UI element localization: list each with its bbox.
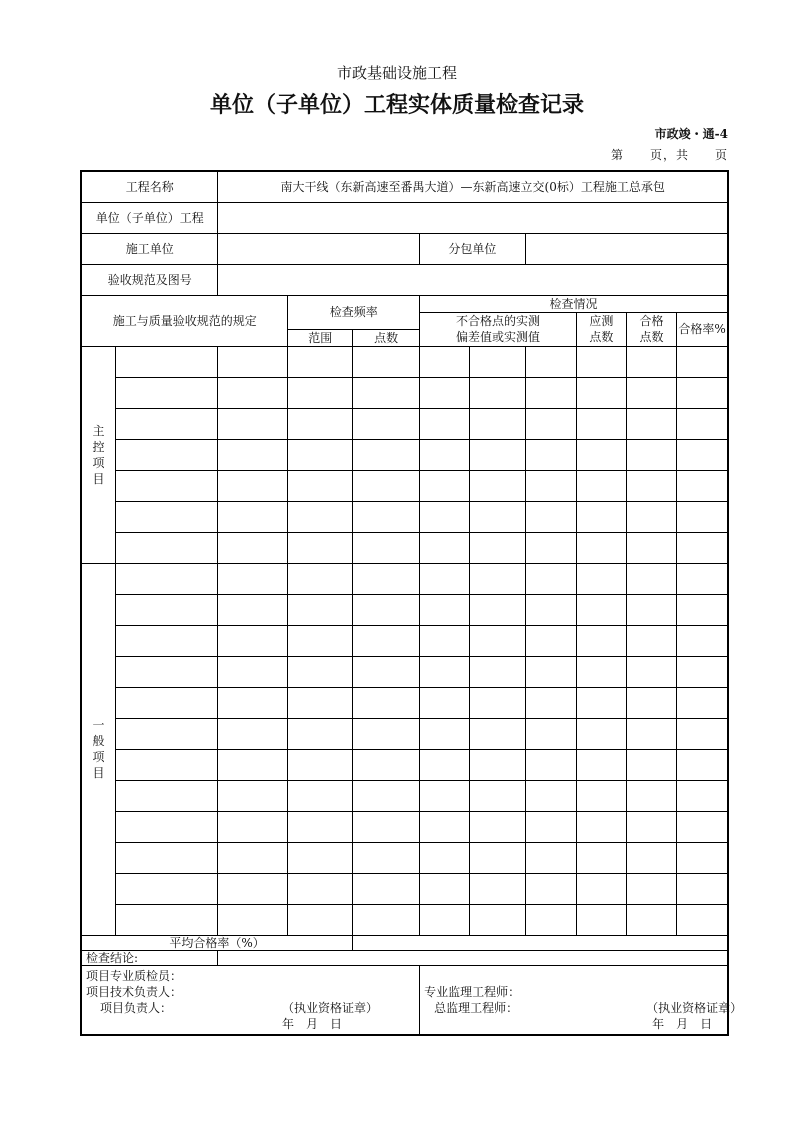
table-cell[interactable] bbox=[218, 625, 288, 656]
table-cell[interactable] bbox=[288, 594, 353, 625]
table-cell[interactable] bbox=[626, 842, 676, 873]
table-cell[interactable] bbox=[525, 408, 576, 439]
table-cell[interactable] bbox=[576, 749, 626, 780]
table-cell[interactable] bbox=[115, 749, 217, 780]
table-cell[interactable] bbox=[525, 377, 576, 408]
deviation-header-line1: 不合格点的实测 bbox=[420, 312, 577, 329]
table-cell[interactable] bbox=[218, 439, 288, 470]
table-cell[interactable] bbox=[420, 873, 470, 904]
table-cell[interactable] bbox=[626, 749, 676, 780]
table-cell[interactable] bbox=[525, 718, 576, 749]
general-items-label bbox=[81, 563, 115, 935]
spec-requirement-header: 施工与质量验收规范的规定 bbox=[81, 295, 288, 346]
project-manager-label: 项目负责人： bbox=[100, 1000, 173, 1015]
table-cell[interactable] bbox=[626, 563, 676, 594]
table-cell[interactable] bbox=[420, 718, 470, 749]
main-items-label bbox=[81, 346, 115, 563]
form-title: 单位（子单位）工程实体质量检查记录 bbox=[209, 93, 584, 118]
table-cell[interactable] bbox=[677, 718, 728, 749]
table-cell[interactable] bbox=[115, 873, 217, 904]
table-cell[interactable] bbox=[353, 346, 420, 377]
table-cell[interactable] bbox=[626, 501, 676, 532]
table-row bbox=[81, 811, 728, 842]
table-cell[interactable] bbox=[525, 346, 576, 377]
table-cell[interactable] bbox=[576, 656, 626, 687]
seal-right-label: （执业资格证章） bbox=[646, 1000, 743, 1015]
table-cell[interactable] bbox=[420, 842, 470, 873]
subcontractor-value[interactable] bbox=[525, 233, 728, 264]
table-cell[interactable] bbox=[218, 749, 288, 780]
table-cell[interactable] bbox=[576, 532, 626, 563]
table-cell[interactable] bbox=[677, 377, 728, 408]
table-cell[interactable] bbox=[525, 656, 576, 687]
table-cell[interactable] bbox=[115, 408, 217, 439]
table-cell[interactable] bbox=[288, 377, 353, 408]
table-cell[interactable] bbox=[353, 687, 420, 718]
table-cell[interactable] bbox=[576, 780, 626, 811]
spec-label: 验收规范及图号 bbox=[81, 264, 218, 295]
table-cell[interactable] bbox=[288, 501, 353, 532]
table-cell[interactable] bbox=[288, 532, 353, 563]
table-cell[interactable] bbox=[218, 873, 288, 904]
table-cell[interactable] bbox=[626, 346, 676, 377]
table-row bbox=[81, 780, 728, 811]
table-cell[interactable] bbox=[353, 377, 420, 408]
table-cell[interactable] bbox=[626, 718, 676, 749]
table-cell[interactable] bbox=[525, 563, 576, 594]
quality-inspector-label: 项目专业质检员： bbox=[86, 968, 183, 983]
table-cell[interactable] bbox=[525, 625, 576, 656]
table-cell[interactable] bbox=[288, 439, 353, 470]
table-cell[interactable] bbox=[353, 842, 420, 873]
table-cell[interactable] bbox=[576, 842, 626, 873]
table-row bbox=[81, 532, 728, 563]
table-cell[interactable] bbox=[470, 439, 525, 470]
table-row bbox=[81, 904, 728, 935]
table-cell[interactable] bbox=[470, 346, 525, 377]
table-cell[interactable] bbox=[420, 749, 470, 780]
table-row bbox=[81, 842, 728, 873]
table-cell[interactable] bbox=[353, 656, 420, 687]
table-cell[interactable] bbox=[677, 532, 728, 563]
table-cell[interactable] bbox=[115, 625, 217, 656]
table-cell[interactable] bbox=[626, 811, 676, 842]
project-name-value[interactable]: 南大干线（东新高速至番禺大道）—东新高速立交(0标）工程施工总承包 bbox=[218, 171, 728, 202]
table-cell[interactable] bbox=[677, 811, 728, 842]
table-cell[interactable] bbox=[353, 532, 420, 563]
check-frequency-header: 检查频率 bbox=[288, 295, 420, 329]
deviation-header-line2: 偏差值或实测值 bbox=[420, 329, 577, 346]
table-cell[interactable] bbox=[470, 842, 525, 873]
table-cell[interactable] bbox=[525, 780, 576, 811]
table-cell[interactable] bbox=[353, 811, 420, 842]
table-cell[interactable] bbox=[470, 904, 525, 935]
general-items-label-text: 一般项目 bbox=[92, 718, 105, 780]
table-cell[interactable] bbox=[677, 842, 728, 873]
table-cell[interactable] bbox=[677, 656, 728, 687]
table-cell[interactable] bbox=[525, 842, 576, 873]
table-row bbox=[81, 718, 728, 749]
table-cell[interactable] bbox=[576, 346, 626, 377]
table-cell[interactable] bbox=[420, 594, 470, 625]
table-cell[interactable] bbox=[353, 470, 420, 501]
conclusion-label: 检查结论: bbox=[81, 950, 218, 965]
table-cell[interactable] bbox=[677, 439, 728, 470]
contractor-label: 施工单位 bbox=[81, 233, 218, 264]
table-cell[interactable] bbox=[288, 625, 353, 656]
table-cell[interactable] bbox=[115, 811, 217, 842]
points-header: 点数 bbox=[353, 329, 420, 346]
table-cell[interactable] bbox=[218, 904, 288, 935]
table-cell[interactable] bbox=[420, 532, 470, 563]
table-cell[interactable] bbox=[288, 873, 353, 904]
pass-rate-header: 合格率% bbox=[677, 312, 728, 346]
table-cell[interactable] bbox=[626, 873, 676, 904]
table-cell[interactable] bbox=[626, 594, 676, 625]
measured-points-header-line2: 点数 bbox=[576, 329, 626, 346]
table-cell[interactable] bbox=[677, 346, 728, 377]
table-cell[interactable] bbox=[470, 377, 525, 408]
table-cell[interactable] bbox=[115, 780, 217, 811]
table-cell[interactable] bbox=[576, 439, 626, 470]
table-cell[interactable] bbox=[677, 501, 728, 532]
table-cell[interactable] bbox=[626, 625, 676, 656]
main-items-section bbox=[81, 346, 728, 563]
table-cell[interactable] bbox=[420, 439, 470, 470]
table-cell[interactable] bbox=[218, 811, 288, 842]
table-cell[interactable] bbox=[288, 811, 353, 842]
table-cell[interactable] bbox=[470, 470, 525, 501]
table-cell[interactable] bbox=[420, 811, 470, 842]
table-row bbox=[81, 408, 728, 439]
table-cell[interactable] bbox=[115, 656, 217, 687]
table-row bbox=[81, 470, 728, 501]
table-cell[interactable] bbox=[470, 532, 525, 563]
form-code: 市政竣・通-4 bbox=[654, 127, 728, 141]
table-cell[interactable] bbox=[470, 811, 525, 842]
table-cell[interactable] bbox=[218, 408, 288, 439]
table-cell[interactable] bbox=[288, 718, 353, 749]
average-rate-label: 平均合格率（%） bbox=[81, 935, 353, 950]
table-cell[interactable] bbox=[420, 346, 470, 377]
table-cell[interactable] bbox=[115, 377, 217, 408]
table-row bbox=[81, 377, 728, 408]
table-cell[interactable] bbox=[677, 749, 728, 780]
table-cell[interactable] bbox=[470, 408, 525, 439]
table-cell[interactable] bbox=[525, 873, 576, 904]
table-cell[interactable] bbox=[288, 842, 353, 873]
contractor-value[interactable] bbox=[218, 233, 420, 264]
table-row bbox=[81, 625, 728, 656]
subcontractor-label: 分包单位 bbox=[420, 233, 526, 264]
tech-lead-label: 项目技术负责人： bbox=[86, 984, 183, 999]
table-row bbox=[81, 656, 728, 687]
conclusion-value[interactable] bbox=[218, 950, 728, 965]
table-cell[interactable] bbox=[626, 780, 676, 811]
unit-project-label: 单位（子单位）工程 bbox=[81, 202, 218, 233]
table-cell[interactable] bbox=[576, 718, 626, 749]
spec-value[interactable] bbox=[218, 264, 728, 295]
table-cell[interactable] bbox=[288, 470, 353, 501]
seal-left-label: （执业资格证章） bbox=[282, 1000, 379, 1015]
table-row bbox=[81, 346, 728, 377]
table-row bbox=[81, 439, 728, 470]
table-cell[interactable] bbox=[420, 904, 470, 935]
table-cell[interactable] bbox=[115, 718, 217, 749]
table-cell[interactable] bbox=[353, 501, 420, 532]
chief-supervisor-label: 总监理工程师： bbox=[434, 1000, 519, 1015]
table-cell[interactable] bbox=[420, 656, 470, 687]
table-cell[interactable] bbox=[115, 842, 217, 873]
measured-points-header-line1: 应测 bbox=[576, 312, 626, 329]
table-cell[interactable] bbox=[115, 594, 217, 625]
table-cell[interactable] bbox=[626, 656, 676, 687]
table-cell[interactable] bbox=[115, 687, 217, 718]
table-cell[interactable] bbox=[576, 904, 626, 935]
supervisor-label: 专业监理工程师： bbox=[424, 984, 521, 999]
table-cell[interactable] bbox=[470, 780, 525, 811]
table-cell[interactable] bbox=[677, 594, 728, 625]
table-cell[interactable] bbox=[420, 377, 470, 408]
table-cell[interactable] bbox=[218, 718, 288, 749]
table-cell[interactable] bbox=[576, 501, 626, 532]
table-row bbox=[81, 501, 728, 532]
contractor-signature-block[interactable] bbox=[81, 965, 420, 1035]
table-cell[interactable] bbox=[420, 687, 470, 718]
general-items-section bbox=[81, 563, 728, 935]
table-cell[interactable] bbox=[218, 563, 288, 594]
table-cell[interactable] bbox=[353, 408, 420, 439]
table-cell[interactable] bbox=[288, 346, 353, 377]
table-cell[interactable] bbox=[420, 780, 470, 811]
table-cell[interactable] bbox=[420, 470, 470, 501]
table-cell[interactable] bbox=[218, 687, 288, 718]
table-cell[interactable] bbox=[626, 408, 676, 439]
table-row bbox=[81, 873, 728, 904]
table-cell[interactable] bbox=[576, 594, 626, 625]
table-cell[interactable] bbox=[626, 377, 676, 408]
table-cell[interactable] bbox=[115, 904, 217, 935]
main-items-label-text: 主控项目 bbox=[92, 423, 105, 486]
table-cell[interactable] bbox=[470, 625, 525, 656]
table-cell[interactable] bbox=[470, 594, 525, 625]
inspection-record-table bbox=[80, 170, 743, 1036]
table-cell[interactable] bbox=[576, 408, 626, 439]
table-cell[interactable] bbox=[470, 501, 525, 532]
table-cell[interactable] bbox=[353, 780, 420, 811]
table-cell[interactable] bbox=[576, 873, 626, 904]
table-cell[interactable] bbox=[353, 439, 420, 470]
check-status-header: 检查情况 bbox=[420, 295, 728, 312]
table-cell[interactable] bbox=[525, 687, 576, 718]
table-cell[interactable] bbox=[218, 532, 288, 563]
table-cell[interactable] bbox=[525, 904, 576, 935]
table-cell[interactable] bbox=[576, 563, 626, 594]
table-cell[interactable] bbox=[420, 563, 470, 594]
table-cell[interactable] bbox=[115, 532, 217, 563]
table-cell[interactable] bbox=[288, 904, 353, 935]
table-cell[interactable] bbox=[525, 470, 576, 501]
table-cell[interactable] bbox=[525, 749, 576, 780]
table-cell[interactable] bbox=[218, 346, 288, 377]
table-cell[interactable] bbox=[115, 470, 217, 501]
table-cell[interactable] bbox=[677, 563, 728, 594]
table-cell[interactable] bbox=[677, 780, 728, 811]
project-name-label: 工程名称 bbox=[81, 171, 218, 202]
table-cell[interactable] bbox=[218, 594, 288, 625]
average-rate-value[interactable] bbox=[353, 935, 728, 950]
table-cell[interactable] bbox=[677, 904, 728, 935]
table-cell[interactable] bbox=[353, 749, 420, 780]
table-cell[interactable] bbox=[470, 563, 525, 594]
date-left-label: 年 月 日 bbox=[282, 1016, 343, 1031]
table-cell[interactable] bbox=[677, 470, 728, 501]
table-cell[interactable] bbox=[420, 625, 470, 656]
range-header: 范围 bbox=[288, 329, 353, 346]
table-cell[interactable] bbox=[525, 501, 576, 532]
table-row bbox=[81, 687, 728, 718]
table-cell[interactable] bbox=[626, 439, 676, 470]
table-cell[interactable] bbox=[525, 594, 576, 625]
table-cell[interactable] bbox=[218, 470, 288, 501]
table-cell[interactable] bbox=[115, 563, 217, 594]
table-cell[interactable] bbox=[420, 501, 470, 532]
table-cell[interactable] bbox=[353, 594, 420, 625]
table-cell[interactable] bbox=[525, 811, 576, 842]
table-cell[interactable] bbox=[470, 749, 525, 780]
table-cell[interactable] bbox=[626, 687, 676, 718]
table-cell[interactable] bbox=[288, 563, 353, 594]
table-cell[interactable] bbox=[353, 904, 420, 935]
table-cell[interactable] bbox=[576, 377, 626, 408]
table-cell[interactable] bbox=[288, 687, 353, 718]
table-cell[interactable] bbox=[115, 439, 217, 470]
table-cell[interactable] bbox=[677, 625, 728, 656]
table-row bbox=[81, 563, 728, 594]
table-cell[interactable] bbox=[525, 532, 576, 563]
table-cell[interactable] bbox=[353, 563, 420, 594]
table-cell[interactable] bbox=[470, 656, 525, 687]
table-cell[interactable] bbox=[288, 780, 353, 811]
table-cell[interactable] bbox=[218, 780, 288, 811]
table-cell[interactable] bbox=[576, 470, 626, 501]
table-cell[interactable] bbox=[626, 470, 676, 501]
table-cell[interactable] bbox=[576, 811, 626, 842]
table-row bbox=[81, 594, 728, 625]
table-cell[interactable] bbox=[353, 625, 420, 656]
table-cell[interactable] bbox=[353, 873, 420, 904]
qualified-points-header-line1: 合格 bbox=[626, 312, 676, 329]
table-cell[interactable] bbox=[288, 749, 353, 780]
table-cell[interactable] bbox=[288, 408, 353, 439]
table-cell[interactable] bbox=[353, 718, 420, 749]
table-cell[interactable] bbox=[576, 687, 626, 718]
table-cell[interactable] bbox=[218, 842, 288, 873]
table-row bbox=[81, 749, 728, 780]
table-cell[interactable] bbox=[626, 904, 676, 935]
table-cell[interactable] bbox=[218, 501, 288, 532]
table-cell[interactable] bbox=[470, 873, 525, 904]
form-supertitle: 市政基础设施工程 bbox=[336, 64, 457, 82]
table-cell[interactable] bbox=[576, 625, 626, 656]
supervisor-signature-block[interactable] bbox=[420, 965, 743, 1035]
table-cell[interactable] bbox=[115, 346, 217, 377]
table-cell[interactable] bbox=[677, 873, 728, 904]
table-cell[interactable] bbox=[470, 718, 525, 749]
table-cell[interactable] bbox=[470, 687, 525, 718]
table-cell[interactable] bbox=[218, 377, 288, 408]
page-number-line: 第 页，共 页 bbox=[610, 148, 728, 162]
unit-project-value[interactable] bbox=[218, 202, 728, 233]
table-cell[interactable] bbox=[420, 408, 470, 439]
table-cell[interactable] bbox=[288, 656, 353, 687]
table-cell[interactable] bbox=[525, 439, 576, 470]
table-cell[interactable] bbox=[115, 501, 217, 532]
table-cell[interactable] bbox=[677, 408, 728, 439]
table-cell[interactable] bbox=[218, 656, 288, 687]
qualified-points-header-line2: 点数 bbox=[626, 329, 676, 346]
table-cell[interactable] bbox=[677, 687, 728, 718]
table-cell[interactable] bbox=[626, 532, 676, 563]
date-right-label: 年 月 日 bbox=[652, 1016, 713, 1031]
